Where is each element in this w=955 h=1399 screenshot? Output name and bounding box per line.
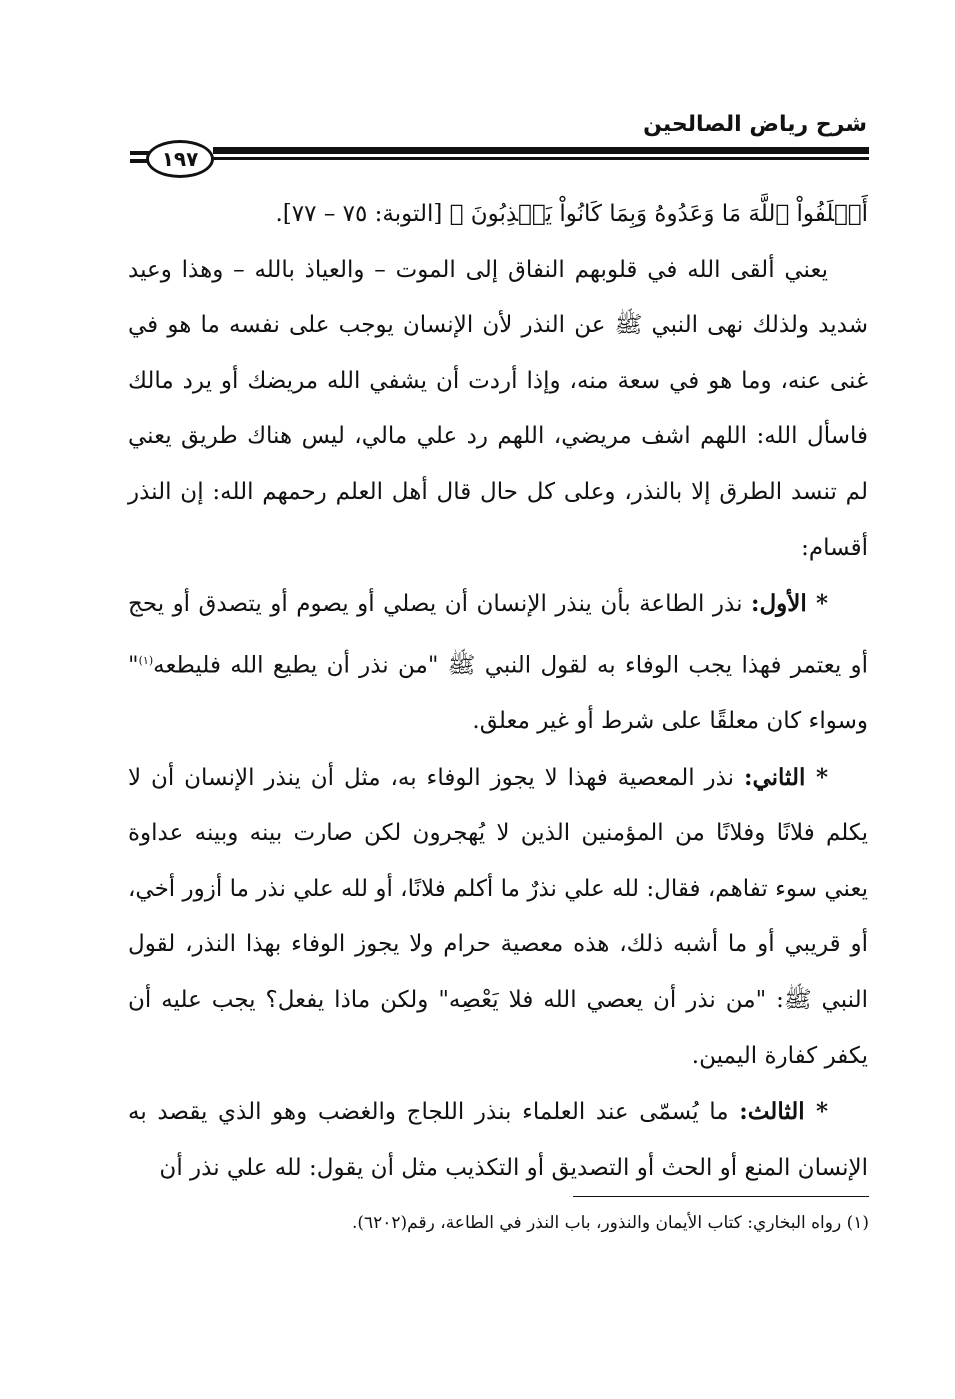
first-type-text: نذر الطاعة بأن ينذر الإنسان أن يصلي أو يصوم أو يتصدق أو يحج أو يعتمر فهذا يجب الوفاء به لقول النبي ﷺ "من نذر أن يطيع الله فليطعه	[128, 591, 868, 679]
third-type-label: * الثالث:	[739, 1098, 829, 1126]
header-rule	[213, 147, 869, 165]
second-type-text: نذر المعصية فهذا لا يجوز الوفاء به، مثل أن ينذر الإنسان أن لا يكلم فلانًا وفلانًا من المؤمنين الذين لا يُهجرون لكن صارت بينه وبينه عداوة يعني سوء تفاهم، فقال: لله علي نذرٌ ما أكلم فلانًا، أو لله علي نذر ما أزور أخي، أو قريبي أو ما أشبه ذلك، هذه معصية حرام ولا يجوز الوفاء بهذا النذر، لقول النبي ﷺ: "من نذر أن يعصي الله فلا يَعْصِه" ولكن ماذا يفعل؟ يجب عليه أن يكفر كفارة اليمين.	[128, 764, 868, 1069]
first-type-label: * الأول:	[750, 590, 828, 618]
paragraph-third-type	[128, 1084, 868, 1196]
third-type-text: ما يُسمّى عند العلماء بنذر اللجاج والغضب وهو الذي يقصد به الإنسان المنع أو الحث أو التصديق أو التكذيب مثل أن يقول: لله علي نذر أن	[128, 1099, 868, 1181]
footnote: (١) رواه البخاري: كتاب الأيمان والنذور، باب النذر في الطاعة، رقم(٦٢٠٢).	[351, 1213, 869, 1233]
paragraph-second-type	[128, 750, 868, 1085]
body-text	[128, 187, 868, 1196]
quran-verse-line: أَخۡلَفُواْ ٱللَّهَ مَا وَعَدُوهُ وَبِمَا كَانُواْ يَكۡذِبُونَ ﴾ [التوبة: ٧٥ – ٧٧].	[275, 201, 868, 227]
book-title: شرح رياض الصالحين	[643, 112, 867, 137]
page-number: ١٩٧	[146, 140, 214, 178]
footnote-marker[interactable]: (١)	[138, 653, 154, 667]
paragraph-first-type	[128, 576, 868, 749]
header-rule-thick	[213, 147, 869, 154]
header-rule-thin	[213, 157, 869, 160]
second-type-label: * الثاني:	[743, 763, 828, 791]
page-number-badge	[130, 140, 212, 176]
paragraph-intro: يعني ألقى الله في قلوبهم النفاق إلى الموت – والعياذ بالله – وهذا وعيد شديد ولذلك نهى النبي ﷺ عن النذر لأن الإنسان يوجب على نفسه ما هو في غنى عنه، وما هو في سعة منه، وإذا أردت أن يشفي الله مريضك أو يرد مالك فاسأل الله: اللهم اشف مريضي، اللهم رد علي مالي، ليس هناك طريق يعني لم تنسد الطرق إلا بالنذر، وعلى كل حال قال أهل العلم رحمهم الله: إن النذر أقسام:	[128, 256, 868, 561]
first-type-tail: " وسواء كان معلقًا على شرط أو غير معلق.	[128, 652, 868, 734]
footnote-divider	[573, 1196, 869, 1197]
